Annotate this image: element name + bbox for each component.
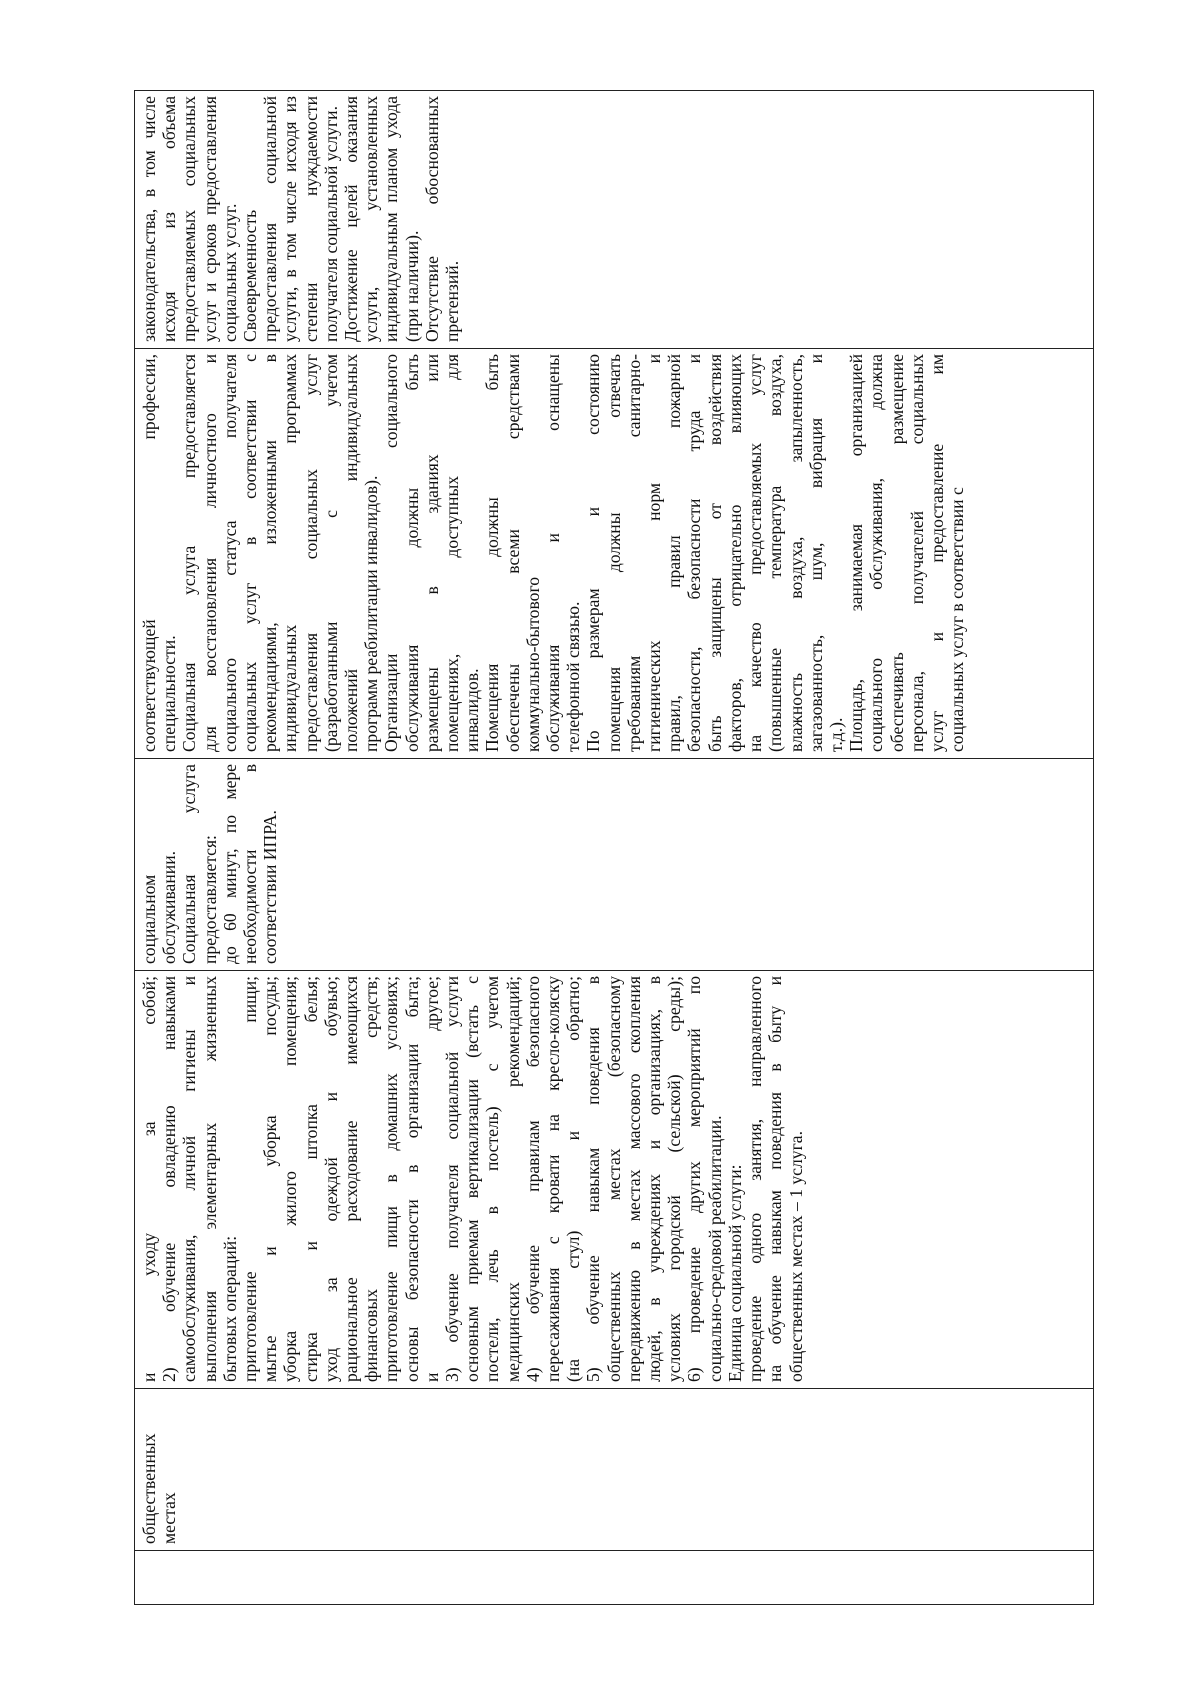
text-line: помещения должны отвечать [603, 354, 624, 752]
rotated-page [134, 95, 1094, 1605]
text-line: Социальная услуга предоставляется [179, 354, 200, 752]
text-line: для восстановления личностного и [199, 354, 220, 752]
text-line: (разработанными с учетом [320, 354, 341, 752]
text-line: 5) обучение навыкам поведения в [583, 976, 604, 1382]
text-line: самообслуживания, личной гигиены и [179, 976, 200, 1382]
text-line: до 60 минут, по мере [219, 764, 240, 964]
text-line: Организации социального [381, 354, 402, 752]
text-line: получателя социальной услуги. [320, 106, 341, 342]
text-line: общественных местах – 1 услуга. [785, 1131, 806, 1382]
text-line: социальных услуг в соответствии с [240, 354, 261, 752]
cell-service-standards [135, 349, 1094, 759]
text-line: финансовых средств; [361, 976, 382, 1382]
text-line: рациональное расходование имеющихся [341, 976, 362, 1382]
text-line: на качество предоставляемых услуг [745, 354, 766, 752]
text-line: исходя из объема [159, 96, 180, 342]
text-line: выполнения элементарных жизненных [199, 976, 220, 1382]
text-line: услуги, установленных [361, 96, 382, 342]
text-line: обеспечены всеми средствами [502, 354, 523, 752]
text-line: мытье и уборка посуды; [260, 976, 281, 1382]
text-line: (на стул) и обратно; [563, 976, 584, 1382]
text-line: влажность воздуха, запыленность, [785, 354, 806, 752]
text-line: быть защищены от воздействия [704, 354, 725, 752]
text-line: медицинских рекомендаций; [502, 976, 523, 1382]
text-line: социальных услуг. [219, 203, 240, 342]
text-line: индивидуальных программах [280, 354, 301, 752]
text-line: программ реабилитации инвалидов). [361, 475, 382, 752]
text-line: социальных услуг в соответствии с [947, 487, 968, 752]
text-line: правил, правил пожарной [664, 354, 685, 752]
text-line: приготовление пищи; [240, 976, 261, 1382]
cell-service-content [135, 971, 1094, 1389]
text-line: на обучение навыкам поведения в быту и [765, 976, 786, 1382]
text-line: людей, в учреждениях и организациях, в [644, 976, 665, 1382]
text-line: необходимости в [240, 764, 261, 964]
text-line: (повышенные температура воздуха, [765, 354, 786, 752]
text-line: и другое; [421, 976, 442, 1382]
text-line: специальности. [159, 635, 180, 752]
text-line: социального статуса получателя [219, 354, 240, 752]
text-line: Достижение целей оказания [341, 96, 362, 342]
cell-service-timing [135, 759, 1094, 971]
cell-service-quality [135, 91, 1094, 349]
text-line: обслуживания и оснащены [543, 354, 564, 752]
text-line: пересаживания с кровати на кресло-коляску [543, 976, 564, 1382]
text-line: Помещения должны быть [482, 354, 503, 752]
text-line: бытовых операций: [219, 1235, 240, 1382]
text-line: 2) обучение овладению навыками [159, 976, 180, 1382]
text-line: предоставления социальных услуг [300, 354, 321, 752]
text-line: общественных [139, 1433, 159, 1544]
text-line: обслуживания должны быть [401, 354, 422, 752]
text-line: предоставления социальной [260, 96, 281, 342]
text-line: Единица социальной услуги: [724, 1164, 745, 1382]
text-line: рекомендациями, изложенными в [260, 354, 281, 752]
text-line: законодательства, в том числе [139, 96, 159, 342]
text-line: загазованность, шум, вибрация и [805, 354, 826, 752]
text-line: (при наличии). [401, 230, 422, 342]
text-line: социального обслуживания, должна [866, 354, 887, 752]
text-line: положений индивидуальных [341, 354, 362, 752]
text-line: Отсутствие обоснованных [421, 96, 442, 342]
text-line: услуг и сроков предоставления [199, 96, 220, 342]
text-line: предоставляемых социальных [179, 96, 200, 342]
text-line: 3) обучение получателя социальной услуги [442, 976, 463, 1382]
text-line: т.д.). [825, 717, 846, 752]
text-line: социальном [139, 874, 159, 964]
text-line: телефонной связью. [563, 601, 584, 752]
text-line: помещениях, доступных для [442, 354, 463, 752]
text-line: социально-средовой реабилитации. [704, 1115, 725, 1382]
text-line: общественных местах (безопасному [603, 976, 624, 1382]
text-line: Социальная услуга [179, 764, 200, 964]
text-line: Своевременность [240, 209, 261, 342]
text-line: передвижению в местах массового скопления [623, 976, 644, 1382]
text-line: услуги, в том числе исходя из [280, 96, 301, 342]
text-line: претензий. [442, 260, 463, 342]
text-line: уборка жилого помещения; [280, 976, 301, 1382]
text-line: обслуживании. [159, 850, 180, 964]
text-line: стирка и штопка белья; [300, 976, 321, 1382]
text-line: и уходу за собой; [139, 976, 159, 1382]
text-line: основы безопасности в организации быта; [401, 976, 422, 1382]
text-line: приготовление пищи в домашних условиях; [381, 976, 402, 1382]
text-line: уход за одеждой и обувью; [320, 976, 341, 1382]
text-line: степени нуждаемости [300, 96, 321, 342]
text-line: Площадь, занимаемая организацией [846, 354, 867, 752]
cell-number [135, 1551, 1094, 1605]
text-line: соответствии ИПРА. [260, 810, 281, 964]
services-table [134, 90, 1094, 1605]
text-line: факторов, отрицательно влияющих [724, 354, 745, 752]
text-line: размещены в зданиях или [421, 354, 442, 752]
text-line: коммунально-бытового [522, 576, 543, 752]
text-line: требованиям санитарно- [623, 354, 644, 752]
text-line: инвалидов. [462, 668, 483, 752]
cell-service-name [135, 1389, 1094, 1551]
text-line: местах [159, 1492, 180, 1544]
text-line: услуг и предоставление им [926, 354, 947, 752]
text-line: предоставляется: [199, 835, 220, 964]
text-line: соответствующей профессии, [139, 354, 159, 752]
table-row [135, 91, 1094, 1605]
text-line: постели, лечь в постель) с учетом [482, 976, 503, 1382]
text-line: индивидуальным планом ухода [381, 96, 402, 342]
text-line: 6) проведение других мероприятий по [684, 976, 705, 1382]
text-line: 4) обучение правилам безопасного [522, 976, 543, 1382]
text-line: проведение одного занятия, направленного [745, 976, 766, 1382]
text-line: основным приемам вертикализации (встать с [462, 976, 483, 1382]
text-line: безопасности, безопасности труда и [684, 354, 705, 752]
text-line: обеспечивать размещение [886, 354, 907, 752]
text-line: По размерам и состоянию [583, 354, 604, 752]
text-line: условиях городской (сельской) среды); [664, 976, 685, 1382]
text-line: гигиенических норм и [644, 354, 665, 752]
text-line: персонала, получателей социальных [906, 354, 927, 752]
